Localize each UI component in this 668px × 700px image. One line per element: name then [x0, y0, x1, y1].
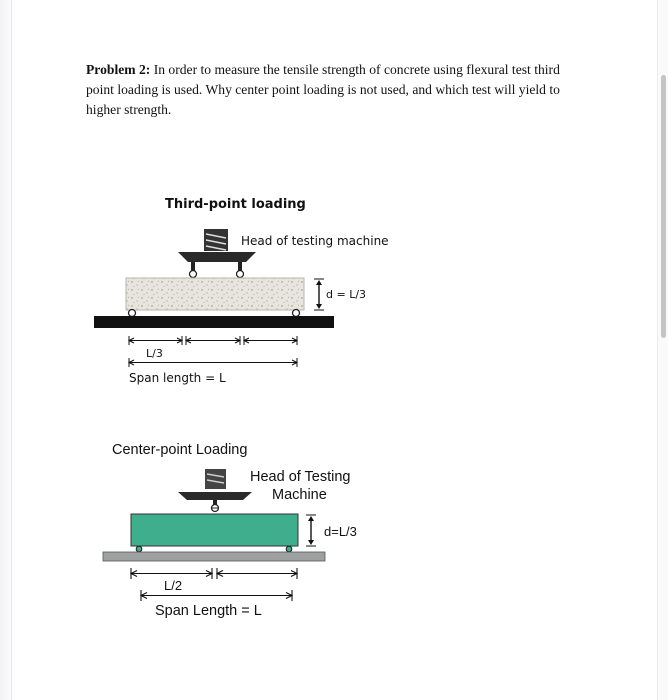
- figure1-depth-dimension: [314, 279, 324, 310]
- figure1-head-label: Head of testing machine: [241, 234, 389, 248]
- figure1-concrete-beam: [126, 278, 304, 310]
- figure2-span-label: Span Length = L: [155, 603, 262, 619]
- problem-text: In order to measure the tensile strength of concrete using flexural test third point loading is used. Why center point loading is not used, and which test will yield to higher strength.: [86, 62, 560, 117]
- figure2-title: Center-point Loading: [112, 442, 248, 458]
- figure2-depth-dimension: [306, 515, 316, 546]
- figure2-concrete-beam: [131, 514, 298, 546]
- figure2-halves-dimension: [131, 568, 297, 579]
- figure2-head-label-line1: Head of Testing: [250, 469, 351, 485]
- third-point-loading-figure: [94, 197, 389, 385]
- figure1-depth-label: d = L/3: [326, 288, 367, 301]
- figure1-thirds-dimension: [129, 336, 297, 345]
- figure1-third-label: L/3: [146, 347, 163, 360]
- figure2-half-label: L/2: [164, 578, 183, 593]
- figure2-depth-label: d=L/3: [324, 524, 357, 539]
- figure1-title: Third-point loading: [165, 197, 306, 212]
- center-point-loading-figure: [103, 442, 357, 619]
- figure2-machine-head: [178, 469, 252, 512]
- figure1-span-label: Span length = L: [129, 371, 226, 385]
- problem-label: Problem 2:: [86, 62, 151, 77]
- figure1-support-base: [94, 316, 334, 328]
- figure2-head-label-line2: Machine: [272, 487, 327, 503]
- figure2-support-base: [103, 552, 325, 561]
